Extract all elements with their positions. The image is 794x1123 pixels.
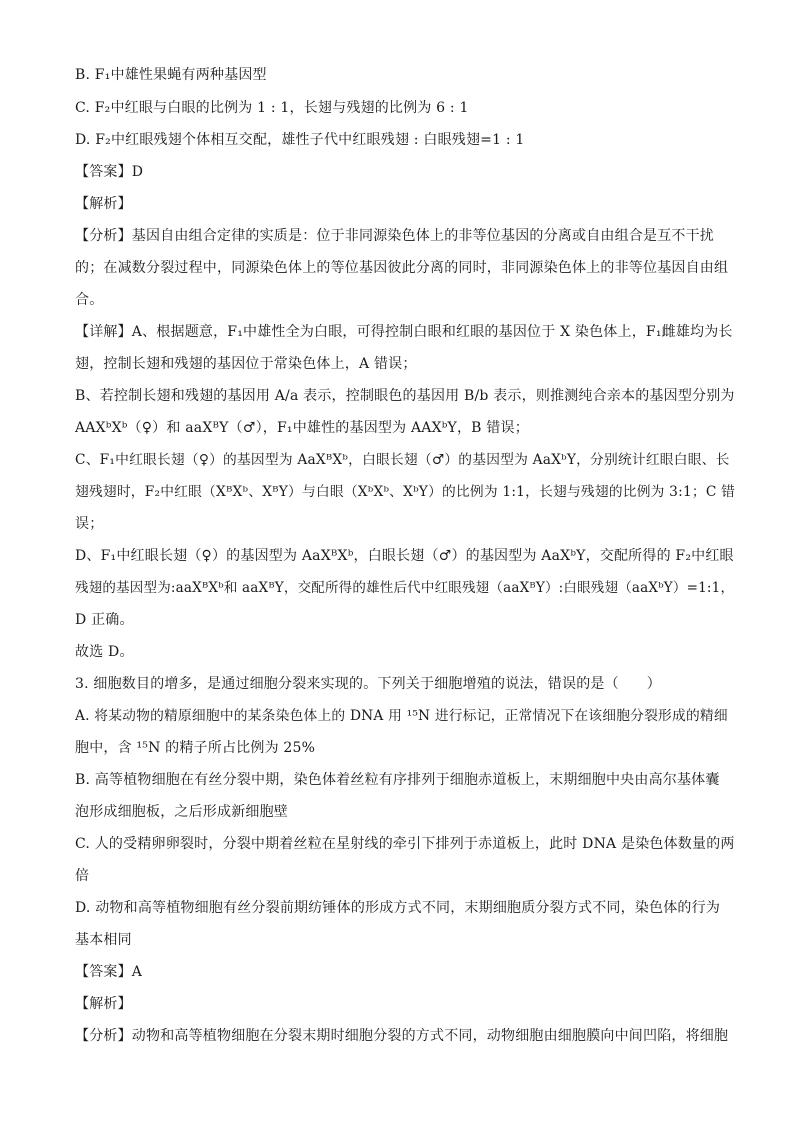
answer-label: 【答案】A [75,964,143,980]
analysis-label: 【解析】 [75,996,132,1012]
question-3-option-b: B. 高等植物细胞在有丝分裂中期，染色体着丝粒有序排列于细胞赤道板上，末期细胞中央由高尔基体囊 [75,772,720,788]
question-3-option-d: 基本相同 [75,932,132,948]
detail-paragraph-line: C、F₁中红眼长翅（♀）的基因型为 AaXᴮXᵇ，白眼长翅（♂）的基因型为 AaXᵇY，分别统计红眼白眼、长 [75,452,730,468]
question-3-option-c: 倍 [75,868,90,884]
detail-paragraph-line: D、F₁中红眼长翅（♀）的基因型为 AaXᴮXᵇ，白眼长翅（♂）的基因型为 AaXᵇY，交配所得的 F₂中红眼 [75,548,734,564]
detail-paragraph-line: 误； [75,516,104,532]
analysis-paragraph-line: 的；在减数分裂过程中，同源染色体上的等位基因彼此分离的同时，非同源染色体上的非等位基因自由组 [75,260,729,276]
question-3-option-d: D. 动物和高等植物细胞有丝分裂前期纺锤体的形成方式不同，末期细胞质分裂方式不同，染色体的行为 [75,900,721,916]
question-3-option-a: 胞中，含 ¹⁵N 的精子所占比例为 25% [75,740,316,756]
detail-paragraph-line: B、若控制长翅和残翅的基因用 A/a 表示，控制眼色的基因用 B/b 表示，则推测纯合亲本的基因型分别为 [75,388,735,404]
option-d-text: D. F₂中红眼残翅个体相互交配，雄性子代中红眼残翅 : 白眼残翅=1 : 1 [75,132,525,148]
option-b-text: B. F₁中雄性果蝇有两种基因型 [75,67,267,83]
detail-paragraph-line: 【详解】A、根据题意，F₁中雄性全为白眼，可得控制白眼和红眼的基因位于 X 染色体上，F₁雌雄均为长 [75,324,733,340]
detail-paragraph-line: AAXᵇXᵇ（♀）和 aaXᴮY（♂），F₁中雄性的基因型为 AAXᵇY，B 错误； [75,420,529,436]
choose-answer-line: 故选 D。 [75,644,134,660]
detail-paragraph-line: 残翅的基因型为:aaXᴮXᵇ和 aaXᴮY，交配所得的雄性后代中红眼残翅（aaXᴮY）:白眼残翅（aaXᵇY）=1:1， [75,580,735,596]
option-c-text: C. F₂中红眼与白眼的比例为 1 : 1，长翅与残翅的比例为 6 : 1 [75,100,469,116]
analysis-paragraph-line: 合。 [75,292,104,308]
answer-label: 【答案】D [75,164,144,180]
detail-paragraph-line: D 正确。 [75,612,134,628]
analysis-label: 【解析】 [75,196,132,212]
question-3-option-c: C. 人的受精卵卵裂时，分裂中期着丝粒在星射线的牵引下排列于赤道板上，此时 DNA 是染色体数量的两 [75,836,735,852]
detail-paragraph-line: 翅，控制长翅和残翅的基因位于常染色体上，A 错误； [75,356,417,372]
question-3-option-b: 泡形成细胞板，之后形成新细胞壁 [75,804,288,820]
question-3-stem: 3. 细胞数目的增多，是通过细胞分裂来实现的。下列关于细胞增殖的说法，错误的是（ ） [75,676,661,692]
analysis-paragraph-line: 【分析】动物和高等植物细胞在分裂末期时细胞分裂的方式不同，动物细胞由细胞膜向中间凹陷，将细胞 [75,1028,729,1044]
detail-paragraph-line: 翅残翅时，F₂中红眼（XᴮXᵇ、XᴮY）与白眼（XᵇXᵇ、XᵇY）的比例为 1:1，长翅与残翅的比例为 3:1；C 错 [75,484,736,500]
analysis-paragraph-line: 【分析】基因自由组合定律的实质是：位于非同源染色体上的非等位基因的分离或自由组合是互不干扰 [75,228,714,244]
question-3-option-a: A. 将某动物的精原细胞中的某条染色体上的 DNA 用 ¹⁵N 进行标记，正常情况下在该细胞分裂形成的精细 [75,708,728,724]
